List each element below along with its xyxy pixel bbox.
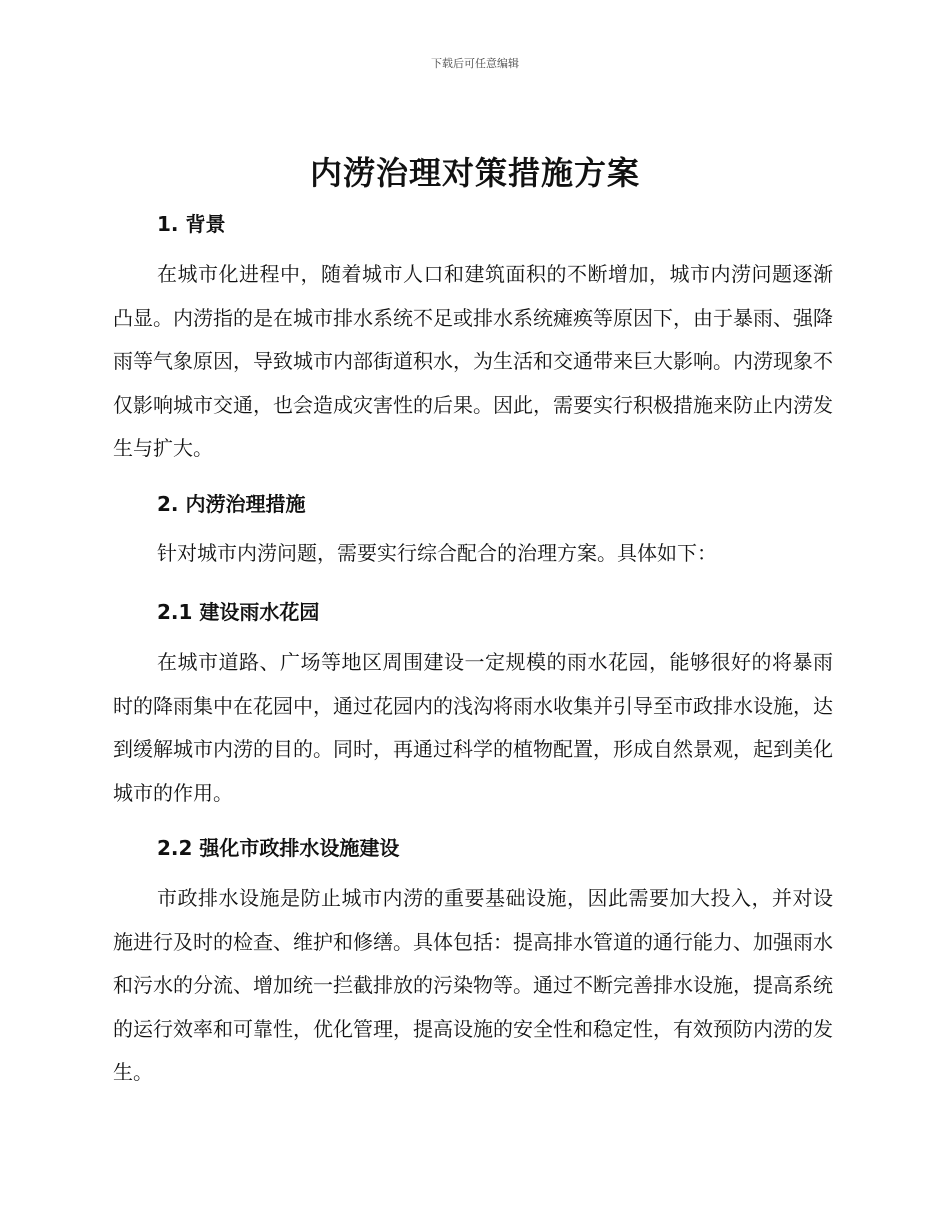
section-body-background: 在城市化进程中，随着城市人口和建筑面积的不断增加，城市内涝问题逐渐凸显。内涝指的是在城市排水系统不足或排水系统瘫痪等原因下，由于暴雨、强降雨等气象原因，导致城市内部街道积水，为生活和交通带来巨大影响。内涝现象不仅影响城市交通，也会造成灾害性的后果。因此，需要实行积极措施来防止内涝发生与扩大。 — [113, 262, 833, 460]
section-body-measures: 针对城市内涝问题，需要实行综合配合的治理方案。具体如下： — [157, 541, 717, 565]
header-note: 下载后可任意编辑 — [431, 57, 519, 70]
section-heading-rain-garden: 2.1 建设雨水花园 — [157, 600, 320, 624]
section-body-drainage: 市政排水设施是防止城市内涝的重要基础设施，因此需要加大投入，并对设施进行及时的检查、维护和修缮。具体包括：提高排水管道的通行能力、加强雨水和污水的分流、增加统一拦截排放的污染物等。通过不断完善排水设施，提高系统的运行效率和可靠性，优化管理，提高设施的安全性和稳定性，有效预防内涝的发生。 — [113, 886, 833, 1084]
section-heading-background: 1. 背景 — [157, 212, 226, 236]
section-body-rain-garden: 在城市道路、广场等地区周围建设一定规模的雨水花园，能够很好的将暴雨时的降雨集中在花园中，通过花园内的浅沟将雨水收集并引导至市政排水设施，达到缓解城市内涝的目的。同时，再通过科学的植物配置，形成自然景观，起到美化城市的作用。 — [113, 650, 833, 805]
document-title: 内涝治理对策措施方案 — [309, 154, 640, 192]
section-heading-measures: 2. 内涝治理措施 — [157, 492, 306, 516]
section-heading-drainage: 2.2 强化市政排水设施建设 — [157, 836, 400, 860]
